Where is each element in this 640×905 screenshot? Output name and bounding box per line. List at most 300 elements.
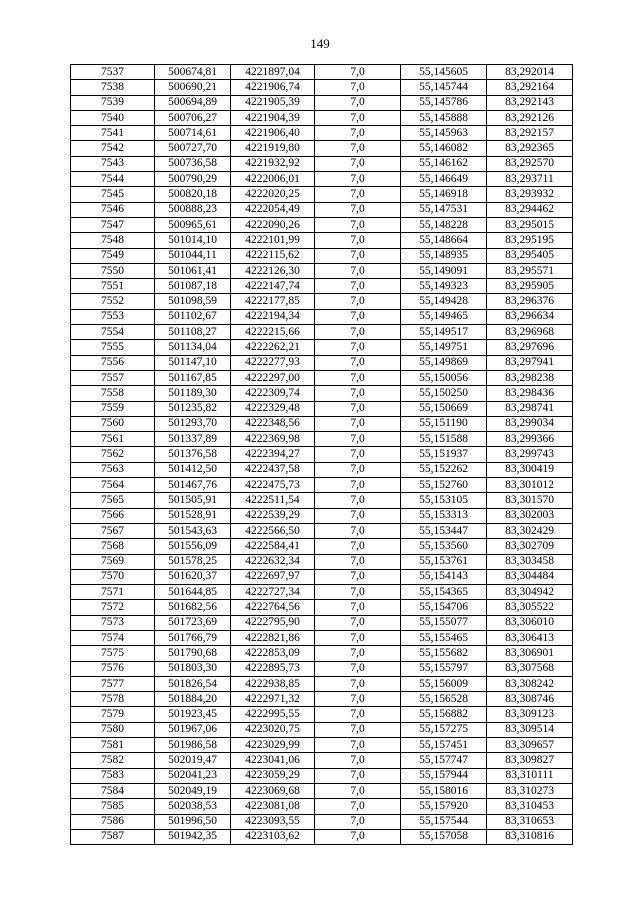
value-cell: 7,0 <box>315 416 401 431</box>
longitude-cell: 83,297941 <box>487 355 573 370</box>
latitude-cell: 55,149323 <box>401 279 487 294</box>
point-number-cell: 7578 <box>71 692 155 707</box>
y-coordinate-cell: 4223059,29 <box>231 768 315 783</box>
table-row <box>71 783 573 798</box>
longitude-cell: 83,306901 <box>487 646 573 661</box>
y-coordinate-cell: 4222297,00 <box>231 370 315 385</box>
longitude-cell: 83,299743 <box>487 447 573 462</box>
longitude-cell: 83,295905 <box>487 279 573 294</box>
y-coordinate-cell: 4223041,06 <box>231 753 315 768</box>
longitude-cell: 83,295195 <box>487 233 573 248</box>
table-row <box>71 325 573 340</box>
y-coordinate-cell: 4223020,75 <box>231 722 315 737</box>
latitude-cell: 55,147531 <box>401 202 487 217</box>
table-row <box>71 217 573 232</box>
point-number-cell: 7538 <box>71 80 155 95</box>
x-coordinate-cell: 501644,85 <box>155 585 231 600</box>
table-row <box>71 814 573 829</box>
value-cell: 7,0 <box>315 447 401 462</box>
latitude-cell: 55,155682 <box>401 646 487 661</box>
table-row <box>71 95 573 110</box>
table-row <box>71 432 573 447</box>
longitude-cell: 83,299034 <box>487 416 573 431</box>
point-number-cell: 7554 <box>71 325 155 340</box>
longitude-cell: 83,309827 <box>487 753 573 768</box>
longitude-cell: 83,294462 <box>487 202 573 217</box>
y-coordinate-cell: 4222329,48 <box>231 401 315 416</box>
point-number-cell: 7539 <box>71 95 155 110</box>
point-number-cell: 7563 <box>71 462 155 477</box>
longitude-cell: 83,310653 <box>487 814 573 829</box>
point-number-cell: 7558 <box>71 386 155 401</box>
value-cell: 7,0 <box>315 523 401 538</box>
x-coordinate-cell: 501543,63 <box>155 523 231 538</box>
point-number-cell: 7546 <box>71 202 155 217</box>
point-number-cell: 7548 <box>71 233 155 248</box>
latitude-cell: 55,150056 <box>401 370 487 385</box>
point-number-cell: 7567 <box>71 523 155 538</box>
point-number-cell: 7576 <box>71 661 155 676</box>
x-coordinate-cell: 501167,85 <box>155 370 231 385</box>
longitude-cell: 83,309657 <box>487 738 573 753</box>
y-coordinate-cell: 4222369,98 <box>231 432 315 447</box>
longitude-cell: 83,301570 <box>487 493 573 508</box>
longitude-cell: 83,300419 <box>487 462 573 477</box>
longitude-cell: 83,292014 <box>487 65 573 80</box>
x-coordinate-cell: 501134,04 <box>155 340 231 355</box>
latitude-cell: 55,149428 <box>401 294 487 309</box>
latitude-cell: 55,152262 <box>401 462 487 477</box>
table-row <box>71 493 573 508</box>
longitude-cell: 83,293711 <box>487 172 573 187</box>
latitude-cell: 55,158016 <box>401 783 487 798</box>
value-cell: 7,0 <box>315 554 401 569</box>
latitude-cell: 55,155077 <box>401 615 487 630</box>
longitude-cell: 83,304484 <box>487 569 573 584</box>
longitude-cell: 83,298436 <box>487 386 573 401</box>
x-coordinate-cell: 501505,91 <box>155 493 231 508</box>
value-cell: 7,0 <box>315 661 401 676</box>
x-coordinate-cell: 500706,27 <box>155 110 231 125</box>
latitude-cell: 55,150669 <box>401 401 487 416</box>
latitude-cell: 55,145744 <box>401 80 487 95</box>
point-number-cell: 7585 <box>71 799 155 814</box>
table-row <box>71 829 573 844</box>
table-row <box>71 294 573 309</box>
y-coordinate-cell: 4222006,01 <box>231 172 315 187</box>
x-coordinate-cell: 502041,23 <box>155 768 231 783</box>
y-coordinate-cell: 4222895,73 <box>231 661 315 676</box>
y-coordinate-cell: 4222126,30 <box>231 263 315 278</box>
latitude-cell: 55,149869 <box>401 355 487 370</box>
value-cell: 7,0 <box>315 630 401 645</box>
table-row <box>71 202 573 217</box>
y-coordinate-cell: 4221906,74 <box>231 80 315 95</box>
y-coordinate-cell: 4222194,34 <box>231 309 315 324</box>
y-coordinate-cell: 4222584,41 <box>231 539 315 554</box>
point-number-cell: 7561 <box>71 432 155 447</box>
point-number-cell: 7549 <box>71 248 155 263</box>
latitude-cell: 55,156009 <box>401 676 487 691</box>
point-number-cell: 7559 <box>71 401 155 416</box>
latitude-cell: 55,145888 <box>401 110 487 125</box>
latitude-cell: 55,149465 <box>401 309 487 324</box>
value-cell: 7,0 <box>315 799 401 814</box>
value-cell: 7,0 <box>315 615 401 630</box>
latitude-cell: 55,153761 <box>401 554 487 569</box>
x-coordinate-cell: 501087,18 <box>155 279 231 294</box>
point-number-cell: 7565 <box>71 493 155 508</box>
value-cell: 7,0 <box>315 738 401 753</box>
latitude-cell: 55,157944 <box>401 768 487 783</box>
point-number-cell: 7575 <box>71 646 155 661</box>
x-coordinate-cell: 501098,59 <box>155 294 231 309</box>
y-coordinate-cell: 4222566,50 <box>231 523 315 538</box>
y-coordinate-cell: 4222764,56 <box>231 600 315 615</box>
x-coordinate-cell: 501528,91 <box>155 508 231 523</box>
x-coordinate-cell: 500674,81 <box>155 65 231 80</box>
y-coordinate-cell: 4221905,39 <box>231 95 315 110</box>
value-cell: 7,0 <box>315 829 401 844</box>
table-row <box>71 753 573 768</box>
value-cell: 7,0 <box>315 370 401 385</box>
y-coordinate-cell: 4222262,21 <box>231 340 315 355</box>
longitude-cell: 83,295015 <box>487 217 573 232</box>
x-coordinate-cell: 501108,27 <box>155 325 231 340</box>
longitude-cell: 83,310816 <box>487 829 573 844</box>
latitude-cell: 55,146162 <box>401 156 487 171</box>
x-coordinate-cell: 501061,41 <box>155 263 231 278</box>
y-coordinate-cell: 4221906,40 <box>231 126 315 141</box>
longitude-cell: 83,292126 <box>487 110 573 125</box>
longitude-cell: 83,296968 <box>487 325 573 340</box>
point-number-cell: 7551 <box>71 279 155 294</box>
y-coordinate-cell: 4222147,74 <box>231 279 315 294</box>
point-number-cell: 7540 <box>71 110 155 125</box>
value-cell: 7,0 <box>315 539 401 554</box>
x-coordinate-cell: 501620,37 <box>155 569 231 584</box>
value-cell: 7,0 <box>315 187 401 202</box>
latitude-cell: 55,145786 <box>401 95 487 110</box>
x-coordinate-cell: 501578,25 <box>155 554 231 569</box>
y-coordinate-cell: 4222054,49 <box>231 202 315 217</box>
point-number-cell: 7543 <box>71 156 155 171</box>
longitude-cell: 83,304942 <box>487 585 573 600</box>
x-coordinate-cell: 501942,35 <box>155 829 231 844</box>
y-coordinate-cell: 4222475,73 <box>231 478 315 493</box>
longitude-cell: 83,295405 <box>487 248 573 263</box>
value-cell: 7,0 <box>315 248 401 263</box>
x-coordinate-cell: 501337,89 <box>155 432 231 447</box>
value-cell: 7,0 <box>315 294 401 309</box>
table-row <box>71 126 573 141</box>
latitude-cell: 55,157920 <box>401 799 487 814</box>
x-coordinate-cell: 500694,89 <box>155 95 231 110</box>
table-row <box>71 722 573 737</box>
value-cell: 7,0 <box>315 401 401 416</box>
point-number-cell: 7577 <box>71 676 155 691</box>
point-number-cell: 7562 <box>71 447 155 462</box>
table-row <box>71 630 573 645</box>
latitude-cell: 55,157747 <box>401 753 487 768</box>
x-coordinate-cell: 500690,21 <box>155 80 231 95</box>
value-cell: 7,0 <box>315 569 401 584</box>
y-coordinate-cell: 4222697,97 <box>231 569 315 584</box>
x-coordinate-cell: 501826,54 <box>155 676 231 691</box>
longitude-cell: 83,309514 <box>487 722 573 737</box>
longitude-cell: 83,310111 <box>487 768 573 783</box>
longitude-cell: 83,298741 <box>487 401 573 416</box>
point-number-cell: 7571 <box>71 585 155 600</box>
latitude-cell: 55,151588 <box>401 432 487 447</box>
value-cell: 7,0 <box>315 676 401 691</box>
y-coordinate-cell: 4223029,99 <box>231 738 315 753</box>
y-coordinate-cell: 4222277,93 <box>231 355 315 370</box>
y-coordinate-cell: 4222177,85 <box>231 294 315 309</box>
point-number-cell: 7569 <box>71 554 155 569</box>
value-cell: 7,0 <box>315 585 401 600</box>
longitude-cell: 83,293932 <box>487 187 573 202</box>
x-coordinate-cell: 501467,76 <box>155 478 231 493</box>
y-coordinate-cell: 4221919,80 <box>231 141 315 156</box>
value-cell: 7,0 <box>315 309 401 324</box>
latitude-cell: 55,154365 <box>401 585 487 600</box>
y-coordinate-cell: 4222511,54 <box>231 493 315 508</box>
y-coordinate-cell: 4222348,56 <box>231 416 315 431</box>
y-coordinate-cell: 4221904,39 <box>231 110 315 125</box>
value-cell: 7,0 <box>315 386 401 401</box>
x-coordinate-cell: 501996,50 <box>155 814 231 829</box>
x-coordinate-cell: 501967,06 <box>155 722 231 737</box>
longitude-cell: 83,292157 <box>487 126 573 141</box>
longitude-cell: 83,292570 <box>487 156 573 171</box>
value-cell: 7,0 <box>315 508 401 523</box>
value-cell: 7,0 <box>315 65 401 80</box>
table-row <box>71 187 573 202</box>
value-cell: 7,0 <box>315 432 401 447</box>
coordinates-table <box>70 64 573 845</box>
point-number-cell: 7579 <box>71 707 155 722</box>
x-coordinate-cell: 502038,53 <box>155 799 231 814</box>
longitude-cell: 83,308746 <box>487 692 573 707</box>
value-cell: 7,0 <box>315 233 401 248</box>
latitude-cell: 55,155465 <box>401 630 487 645</box>
latitude-cell: 55,152760 <box>401 478 487 493</box>
latitude-cell: 55,157275 <box>401 722 487 737</box>
value-cell: 7,0 <box>315 141 401 156</box>
point-number-cell: 7553 <box>71 309 155 324</box>
y-coordinate-cell: 4222115,62 <box>231 248 315 263</box>
value-cell: 7,0 <box>315 172 401 187</box>
longitude-cell: 83,302709 <box>487 539 573 554</box>
point-number-cell: 7583 <box>71 768 155 783</box>
table-row <box>71 279 573 294</box>
point-number-cell: 7584 <box>71 783 155 798</box>
point-number-cell: 7555 <box>71 340 155 355</box>
longitude-cell: 83,296376 <box>487 294 573 309</box>
coordinates-table-body <box>71 65 573 845</box>
point-number-cell: 7545 <box>71 187 155 202</box>
longitude-cell: 83,295571 <box>487 263 573 278</box>
table-row <box>71 569 573 584</box>
value-cell: 7,0 <box>315 814 401 829</box>
table-row <box>71 646 573 661</box>
point-number-cell: 7572 <box>71 600 155 615</box>
latitude-cell: 55,151937 <box>401 447 487 462</box>
table-row <box>71 539 573 554</box>
y-coordinate-cell: 4222020,25 <box>231 187 315 202</box>
table-row <box>71 615 573 630</box>
value-cell: 7,0 <box>315 217 401 232</box>
x-coordinate-cell: 500714,61 <box>155 126 231 141</box>
y-coordinate-cell: 4221932,92 <box>231 156 315 171</box>
value-cell: 7,0 <box>315 783 401 798</box>
table-row <box>71 523 573 538</box>
table-row <box>71 370 573 385</box>
value-cell: 7,0 <box>315 493 401 508</box>
value-cell: 7,0 <box>315 478 401 493</box>
longitude-cell: 83,302429 <box>487 523 573 538</box>
x-coordinate-cell: 501376,58 <box>155 447 231 462</box>
value-cell: 7,0 <box>315 202 401 217</box>
value-cell: 7,0 <box>315 279 401 294</box>
point-number-cell: 7566 <box>71 508 155 523</box>
latitude-cell: 55,149091 <box>401 263 487 278</box>
table-row <box>71 141 573 156</box>
y-coordinate-cell: 4223069,68 <box>231 783 315 798</box>
value-cell: 7,0 <box>315 646 401 661</box>
table-row <box>71 172 573 187</box>
latitude-cell: 55,157544 <box>401 814 487 829</box>
x-coordinate-cell: 502049,19 <box>155 783 231 798</box>
y-coordinate-cell: 4222971,32 <box>231 692 315 707</box>
y-coordinate-cell: 4222821,86 <box>231 630 315 645</box>
table-row <box>71 340 573 355</box>
longitude-cell: 83,303458 <box>487 554 573 569</box>
x-coordinate-cell: 501766,79 <box>155 630 231 645</box>
table-row <box>71 554 573 569</box>
latitude-cell: 55,157451 <box>401 738 487 753</box>
value-cell: 7,0 <box>315 110 401 125</box>
latitude-cell: 55,153105 <box>401 493 487 508</box>
latitude-cell: 55,150250 <box>401 386 487 401</box>
y-coordinate-cell: 4222795,90 <box>231 615 315 630</box>
longitude-cell: 83,310453 <box>487 799 573 814</box>
latitude-cell: 55,146649 <box>401 172 487 187</box>
point-number-cell: 7582 <box>71 753 155 768</box>
longitude-cell: 83,307568 <box>487 661 573 676</box>
x-coordinate-cell: 501102,67 <box>155 309 231 324</box>
x-coordinate-cell: 501884,20 <box>155 692 231 707</box>
value-cell: 7,0 <box>315 355 401 370</box>
table-row <box>71 508 573 523</box>
value-cell: 7,0 <box>315 462 401 477</box>
latitude-cell: 55,153560 <box>401 539 487 554</box>
x-coordinate-cell: 501923,45 <box>155 707 231 722</box>
y-coordinate-cell: 4221897,04 <box>231 65 315 80</box>
x-coordinate-cell: 501803,30 <box>155 661 231 676</box>
point-number-cell: 7560 <box>71 416 155 431</box>
point-number-cell: 7547 <box>71 217 155 232</box>
value-cell: 7,0 <box>315 263 401 278</box>
table-row <box>71 416 573 431</box>
table-row <box>71 799 573 814</box>
value-cell: 7,0 <box>315 95 401 110</box>
x-coordinate-cell: 500736,58 <box>155 156 231 171</box>
table-row <box>71 233 573 248</box>
y-coordinate-cell: 4223093,55 <box>231 814 315 829</box>
table-row <box>71 676 573 691</box>
x-coordinate-cell: 500727,70 <box>155 141 231 156</box>
y-coordinate-cell: 4222437,58 <box>231 462 315 477</box>
y-coordinate-cell: 4222309,74 <box>231 386 315 401</box>
x-coordinate-cell: 500790,29 <box>155 172 231 187</box>
latitude-cell: 55,156528 <box>401 692 487 707</box>
point-number-cell: 7587 <box>71 829 155 844</box>
y-coordinate-cell: 4222995,55 <box>231 707 315 722</box>
point-number-cell: 7581 <box>71 738 155 753</box>
y-coordinate-cell: 4222539,29 <box>231 508 315 523</box>
x-coordinate-cell: 501014,10 <box>155 233 231 248</box>
point-number-cell: 7573 <box>71 615 155 630</box>
y-coordinate-cell: 4223103,62 <box>231 829 315 844</box>
x-coordinate-cell: 501412,50 <box>155 462 231 477</box>
point-number-cell: 7542 <box>71 141 155 156</box>
longitude-cell: 83,308242 <box>487 676 573 691</box>
value-cell: 7,0 <box>315 340 401 355</box>
longitude-cell: 83,302003 <box>487 508 573 523</box>
table-row <box>71 707 573 722</box>
latitude-cell: 55,154706 <box>401 600 487 615</box>
latitude-cell: 55,156882 <box>401 707 487 722</box>
table-row <box>71 263 573 278</box>
point-number-cell: 7574 <box>71 630 155 645</box>
value-cell: 7,0 <box>315 325 401 340</box>
latitude-cell: 55,148935 <box>401 248 487 263</box>
y-coordinate-cell: 4222632,34 <box>231 554 315 569</box>
longitude-cell: 83,292143 <box>487 95 573 110</box>
latitude-cell: 55,153313 <box>401 508 487 523</box>
longitude-cell: 83,306413 <box>487 630 573 645</box>
table-row <box>71 386 573 401</box>
latitude-cell: 55,146918 <box>401 187 487 202</box>
table-row <box>71 585 573 600</box>
y-coordinate-cell: 4223081,08 <box>231 799 315 814</box>
point-number-cell: 7544 <box>71 172 155 187</box>
table-row <box>71 447 573 462</box>
table-row <box>71 661 573 676</box>
x-coordinate-cell: 501044,11 <box>155 248 231 263</box>
x-coordinate-cell: 501986,58 <box>155 738 231 753</box>
y-coordinate-cell: 4222101,99 <box>231 233 315 248</box>
table-row <box>71 156 573 171</box>
table-row <box>71 692 573 707</box>
latitude-cell: 55,157058 <box>401 829 487 844</box>
value-cell: 7,0 <box>315 692 401 707</box>
y-coordinate-cell: 4222938,85 <box>231 676 315 691</box>
x-coordinate-cell: 501556,09 <box>155 539 231 554</box>
latitude-cell: 55,151190 <box>401 416 487 431</box>
point-number-cell: 7541 <box>71 126 155 141</box>
longitude-cell: 83,305522 <box>487 600 573 615</box>
x-coordinate-cell: 501189,30 <box>155 386 231 401</box>
longitude-cell: 83,292164 <box>487 80 573 95</box>
value-cell: 7,0 <box>315 126 401 141</box>
y-coordinate-cell: 4222727,34 <box>231 585 315 600</box>
table-row <box>71 600 573 615</box>
longitude-cell: 83,310273 <box>487 783 573 798</box>
table-row <box>71 478 573 493</box>
